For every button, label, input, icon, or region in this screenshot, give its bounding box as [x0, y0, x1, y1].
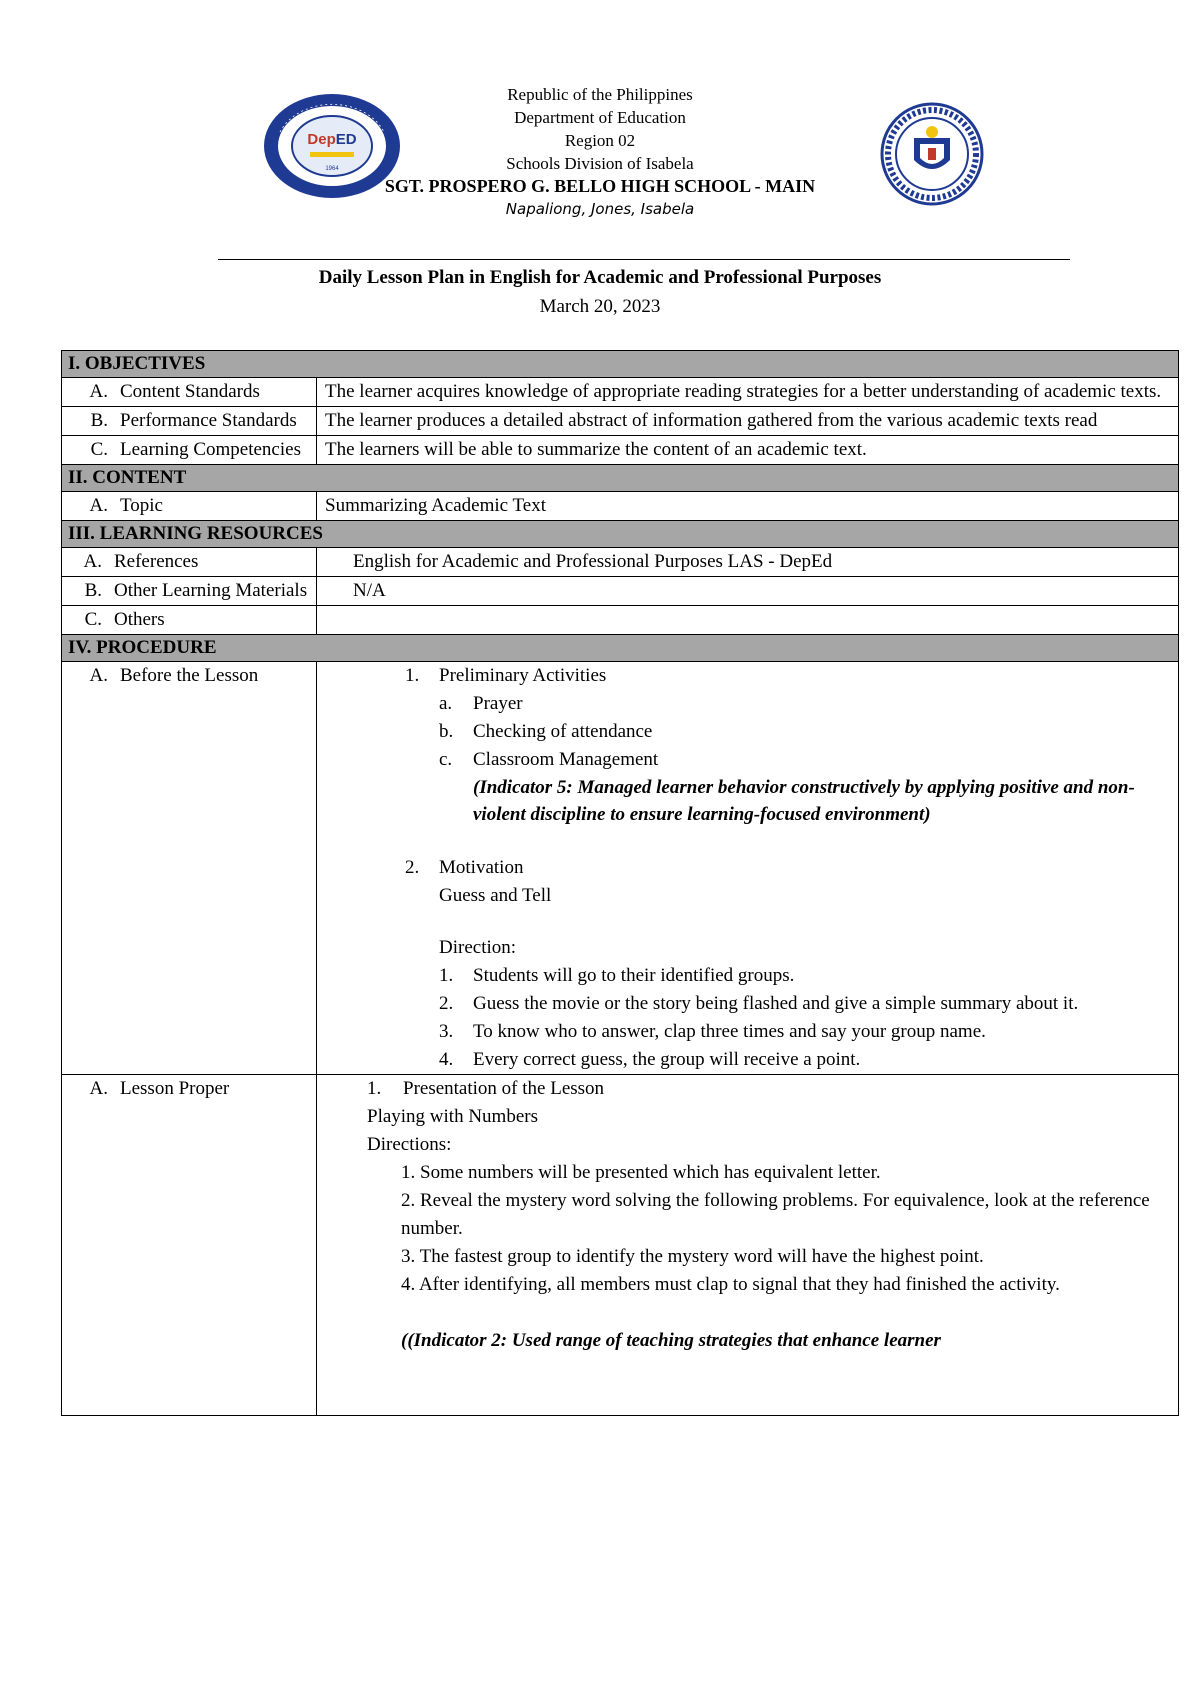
direction-list: [439, 962, 1170, 1074]
school-name: SGT. PROSPERO G. BELLO HIGH SCHOOL - MAIN: [384, 176, 816, 196]
item-number: 2.: [405, 857, 420, 878]
row-text: Summarizing Academic Text: [317, 492, 1179, 521]
list-item: 4. After identifying, all members must clap to signal that they had finished the activity.: [401, 1274, 1060, 1295]
gov-line-division: Schools Division of Isabela: [506, 154, 694, 173]
indicator-note: ((Indicator 2: Used range of teaching strategies that enhance learner: [401, 1330, 941, 1351]
indicator-note: (Indicator 5: Managed learner behavior constructively by applying positive and non-violent discipline to ensure learning-focused environment): [473, 777, 1135, 825]
list-item: b. Checking of attendance: [439, 721, 653, 742]
gov-line-republic: Republic of the Philippines: [507, 85, 693, 104]
item-title: Preliminary Activities: [439, 665, 607, 686]
list-item: 2. Reveal the mystery word solving the following problems. For equivalence, look at the reference number.: [401, 1190, 1150, 1239]
item-number: 1.: [405, 665, 420, 686]
list-item: 1. Some numbers will be presented which has equivalent letter.: [401, 1162, 881, 1183]
lesson-plan-table: [61, 350, 1179, 1416]
gov-line-region: Region 02: [564, 131, 636, 150]
row-text: The learner produces a detailed abstract of information gathered from the various academic texts read: [317, 407, 1179, 436]
header-divider: [218, 259, 1070, 260]
document-date: March 20, 2023: [539, 296, 661, 317]
list-item: 3. The fastest group to identify the mystery word will have the highest point.: [401, 1246, 984, 1267]
row-label: Performance Standards: [120, 410, 297, 431]
row-label: References: [114, 551, 199, 572]
table-row: [62, 577, 1179, 606]
row-label: Lesson Proper: [120, 1078, 230, 1099]
item-title: Presentation of the Lesson: [403, 1078, 605, 1099]
row-label: Others: [114, 609, 165, 630]
row-letter: A.: [89, 495, 108, 516]
row-label: Topic: [120, 495, 163, 516]
table-row: [62, 662, 1179, 1075]
row-letter: A.: [89, 1078, 108, 1099]
table-row: [62, 407, 1179, 436]
sub-list: [439, 690, 1170, 774]
section-content: [62, 465, 1179, 492]
section-resources: [62, 521, 1179, 548]
activity-name: Guess and Tell: [439, 885, 552, 906]
list-item: 4. Every correct guess, the group will receive a point.: [439, 1049, 861, 1070]
row-letter: C.: [84, 609, 102, 630]
row-label: Content Standards: [120, 381, 260, 402]
row-text: [317, 606, 1179, 635]
row-letter: B.: [84, 580, 102, 601]
row-letter: A.: [89, 381, 108, 402]
activity-name: Playing with Numbers: [367, 1106, 538, 1127]
table-row: [62, 436, 1179, 465]
section-heading: IV. PROCEDURE: [62, 635, 1179, 662]
row-label: Before the Lesson: [120, 665, 259, 686]
row-text: N/A: [317, 577, 1179, 606]
school-address: Napaliong, Jones, Isabela: [505, 200, 695, 218]
table-row: [62, 606, 1179, 635]
row-letter: A.: [83, 551, 102, 572]
section-heading: III. LEARNING RESOURCES: [62, 521, 1179, 548]
row-text: The learners will be able to summarize the content of an academic text.: [317, 436, 1179, 465]
row-text: The learner acquires knowledge of appropriate reading strategies for a better understanding of academic texts.: [317, 378, 1179, 407]
list-item: 3. To know who to answer, clap three times and say your group name.: [439, 1021, 986, 1042]
table-row: [62, 378, 1179, 407]
direction-label: Direction:: [439, 937, 517, 958]
letterhead: [0, 80, 1200, 255]
lesson-proper-cell: [317, 1075, 1179, 1416]
row-letter: C.: [90, 439, 108, 460]
gov-line-department: Department of Education: [514, 108, 686, 127]
table-row: [62, 1075, 1179, 1416]
list-item: 1. Students will go to their identified groups.: [439, 965, 795, 986]
section-heading: II. CONTENT: [62, 465, 1179, 492]
direction-label: Directions:: [367, 1134, 452, 1155]
row-letter: A.: [89, 665, 108, 686]
item-title: Motivation: [439, 857, 524, 878]
document-title: Daily Lesson Plan in English for Academic and Professional Purposes: [318, 267, 882, 288]
item-number: 1.: [367, 1078, 382, 1099]
before-lesson-cell: [317, 662, 1179, 1075]
list-item: a. Prayer: [439, 693, 523, 714]
section-heading: I. OBJECTIVES: [62, 351, 1179, 378]
svg-text:1964: 1964: [325, 166, 339, 172]
row-label: Learning Competencies: [120, 439, 301, 460]
row-text: English for Academic and Professional Purposes LAS - DepEd: [317, 548, 1179, 577]
svg-text:DepED: DepED: [307, 131, 357, 148]
list-item: 2. Guess the movie or the story being flashed and give a simple summary about it.: [439, 993, 1079, 1014]
row-label: Other Learning Materials: [114, 580, 308, 601]
section-objectives: [62, 351, 1179, 378]
table-row: [62, 492, 1179, 521]
list-item: c. Classroom Management: [439, 749, 659, 770]
table-row: [62, 548, 1179, 577]
section-procedure: [62, 635, 1179, 662]
row-letter: B.: [90, 410, 108, 431]
deped-seal-logo: [880, 102, 984, 206]
